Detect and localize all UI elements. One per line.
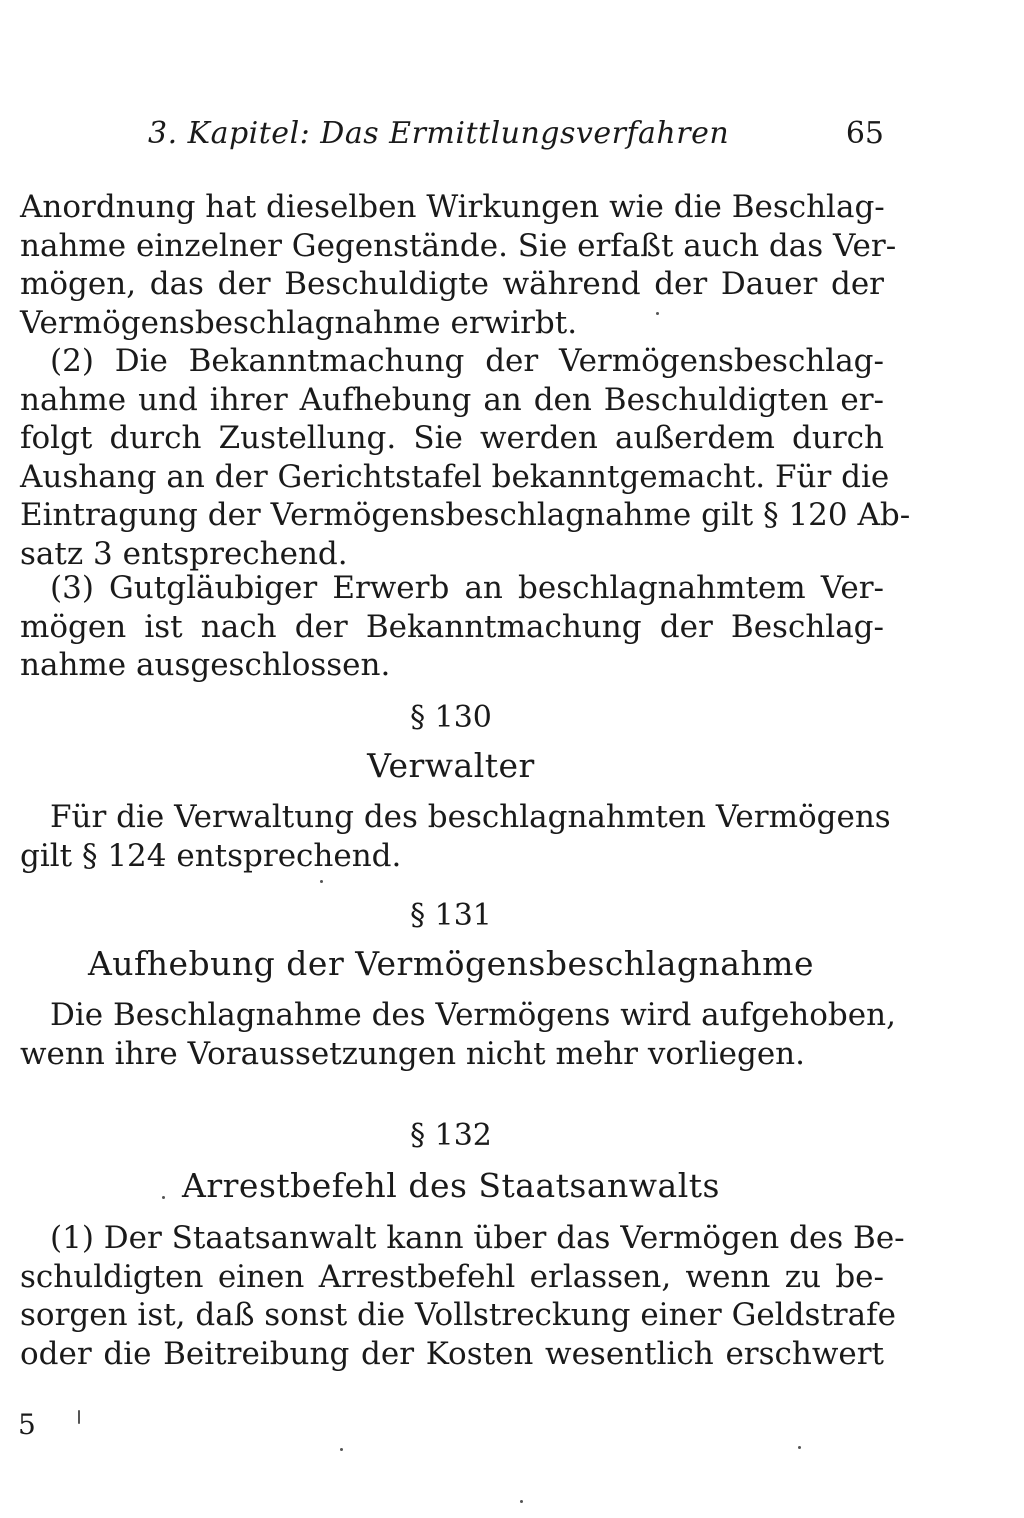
scan-speck (78, 1410, 80, 1424)
text-line: Für die Verwaltung des beschlagnahmten Vermögens (50, 799, 891, 835)
section-132-title: Arrestbefehl des Staatsanwalts (182, 1166, 720, 1205)
text-line: schuldigten einen Arrestbefehl erlassen, wenn zu be- (20, 1258, 884, 1295)
section-131-number: § 131 (410, 898, 492, 933)
section-130-title: Verwalter (367, 746, 535, 785)
text-line: nahme einzelner Gegenstände. Sie erfaßt auch das Ver- (20, 227, 897, 264)
text-line: satz 3 entsprechend. (20, 535, 348, 572)
paragraph-2 (20, 342, 911, 573)
page-number: 65 (845, 116, 884, 151)
running-head: 3. Kapitel: Das Ermittlungsverfahren (148, 116, 730, 151)
section-130-number: § 130 (410, 700, 492, 735)
text-line: folgt durch Zustellung. Sie werden außerdem durch (20, 420, 884, 456)
section-131-title: Aufhebung der Vermögensbeschlagnahme (87, 944, 815, 983)
text-line: (1) Der Staatsanwalt kann über das Vermögen des Be- (50, 1220, 905, 1256)
text-line: mögen ist nach der Bekanntmachung der Beschlag- (20, 608, 884, 645)
continuation-paragraph (20, 188, 897, 342)
text-line: Vermögensbeschlagnahme erwirbt. (20, 304, 578, 341)
text-line: nahme ausgeschlossen. (20, 647, 391, 683)
text-line: Die Beschlagnahme des Vermögens wird aufgehoben, (50, 997, 896, 1033)
text-line: (3) Gutgläubiger Erwerb an beschlagnahmtem Ver- (50, 570, 884, 606)
text-line: mögen, das der Beschuldigte während der Dauer der (20, 266, 884, 302)
text-line: wenn ihre Voraussetzungen nicht mehr vorliegen. (20, 1035, 806, 1072)
section-132-number: § 132 (410, 1118, 492, 1153)
text-line: oder die Beitreibung der Kosten wesentlich erschwert (20, 1335, 884, 1372)
scan-speck (320, 880, 323, 883)
section-131-body (20, 996, 896, 1073)
scan-speck (798, 1446, 801, 1449)
signature-mark: 5 (18, 1408, 36, 1441)
paragraph-3 (20, 569, 884, 685)
text-line: (2) Die Bekanntmachung der Vermögensbeschlag- (50, 343, 884, 379)
section-132-body (20, 1219, 905, 1373)
text-line: Aushang an der Gerichtstafel bekanntgemacht. Für die (20, 458, 890, 495)
section-130-body (20, 798, 891, 875)
scan-speck (520, 1500, 523, 1503)
text-line: Anordnung hat dieselben Wirkungen wie die Beschlag- (20, 189, 885, 225)
scan-speck (656, 312, 659, 315)
text-line: gilt § 124 entsprechend. (20, 837, 402, 874)
text-line: sorgen ist, daß sonst die Vollstreckung einer Geldstrafe (20, 1297, 896, 1333)
scan-speck (340, 1448, 343, 1451)
text-line: Eintragung der Vermögensbeschlagnahme gilt § 120 Ab- (20, 497, 911, 533)
scan-speck (162, 1196, 165, 1199)
text-line: nahme und ihrer Aufhebung an den Beschuldigten er- (20, 381, 884, 418)
